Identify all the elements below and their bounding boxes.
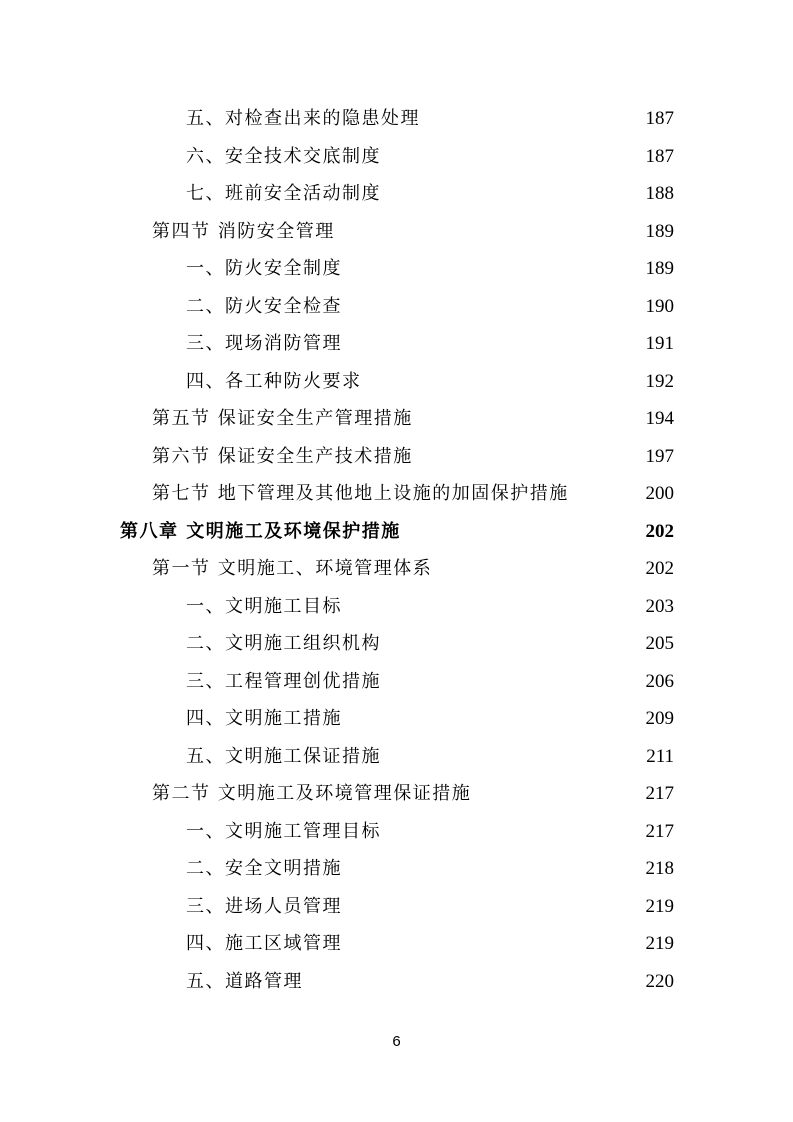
toc-entry-page: 187 [645, 145, 674, 167]
toc-entry-title: 第二节 文明施工及环境管理保证措施 [152, 783, 472, 804]
toc-entry-title: 一、文明施工目标 [186, 595, 342, 617]
toc-entry-page: 194 [645, 408, 674, 429]
toc-entry-title: 三、进场人员管理 [186, 895, 342, 917]
toc-entry-page: 192 [645, 370, 674, 392]
dot-leader [419, 438, 643, 475]
toc-entry-title: 五、文明施工保证措施 [186, 745, 381, 767]
toc-entry[interactable] [186, 363, 674, 400]
dot-leader [426, 100, 643, 137]
toc-entry-page: 190 [645, 295, 674, 317]
toc-entry-title: 四、施工区域管理 [186, 933, 342, 954]
toc-entry[interactable] [186, 888, 674, 925]
dot-leader [387, 813, 643, 850]
toc-entry[interactable] [152, 400, 674, 437]
toc-entry[interactable] [186, 925, 674, 962]
dot-leader [309, 963, 643, 1000]
toc-entry-page: 205 [645, 633, 674, 654]
toc-entry-page: 187 [645, 108, 674, 129]
toc-entry-page: 219 [645, 933, 674, 954]
toc-entry-title: 第八章 文明施工及环境保护措施 [120, 520, 401, 542]
dot-leader [348, 925, 643, 962]
toc-entry-page: 211 [646, 745, 674, 767]
toc-entry-title: 第四节 消防安全管理 [152, 220, 335, 242]
toc-entry-page: 219 [645, 895, 674, 917]
dot-leader [348, 588, 643, 625]
page-number: 6 [392, 1033, 401, 1050]
toc-entry-title: 三、现场消防管理 [186, 333, 342, 354]
toc-entry[interactable] [186, 700, 674, 737]
toc-entry[interactable] [186, 175, 674, 212]
toc-entry-page: 202 [645, 558, 674, 579]
toc-entry-title: 四、文明施工措施 [186, 708, 342, 729]
toc-entry[interactable] [186, 138, 674, 175]
toc-entry-page: 218 [645, 858, 674, 879]
toc-entry-title: 一、文明施工管理目标 [186, 820, 381, 842]
toc-entry-page: 206 [645, 670, 674, 692]
dot-leader [419, 400, 643, 437]
toc-entry[interactable] [152, 475, 674, 512]
toc-entry-page: 203 [645, 595, 674, 617]
dot-leader [341, 213, 643, 250]
dot-leader [387, 625, 643, 662]
toc-entry-page: 189 [645, 258, 674, 279]
toc-entry[interactable] [186, 588, 674, 625]
dot-leader [348, 250, 643, 287]
toc-entry[interactable] [152, 438, 674, 475]
dot-leader [477, 775, 642, 812]
toc-entry[interactable] [186, 963, 674, 1000]
toc-entry-page: 220 [645, 970, 674, 992]
toc-entry-page: 217 [645, 820, 674, 842]
toc-entry[interactable] [186, 250, 674, 287]
toc-entry-title: 第一节 文明施工、环境管理体系 [152, 558, 433, 579]
dot-leader [348, 850, 643, 887]
toc-entry-title: 二、安全文明措施 [186, 858, 342, 879]
toc-entry-page: 197 [645, 445, 674, 467]
toc-entry-page: 217 [645, 783, 674, 804]
toc-entry-title: 第五节 保证安全生产管理措施 [152, 408, 413, 429]
toc-entry-title: 五、道路管理 [186, 970, 303, 992]
toc-entry[interactable] [186, 325, 674, 362]
toc-entry[interactable] [186, 100, 674, 137]
toc-entry-title: 七、班前安全活动制度 [186, 183, 381, 204]
toc-entry[interactable] [186, 813, 674, 850]
toc-entry[interactable] [186, 850, 674, 887]
toc-entry-title: 四、各工种防火要求 [186, 370, 362, 392]
dot-leader [348, 288, 643, 325]
dot-leader [575, 475, 643, 512]
toc-entry-title: 第六节 保证安全生产技术措施 [152, 445, 413, 467]
dot-leader [438, 550, 642, 587]
toc-chapter-entry[interactable] [120, 513, 674, 550]
toc-entry-title: 六、安全技术交底制度 [186, 145, 381, 167]
dot-leader [387, 175, 643, 212]
toc-entry-title: 二、防火安全检查 [186, 295, 342, 317]
toc-entry-title: 第七节 地下管理及其他地上设施的加固保护措施 [152, 483, 569, 504]
toc-entry-title: 三、工程管理创优措施 [186, 670, 381, 692]
toc-entry-page: 200 [645, 483, 674, 504]
toc-entry-page: 189 [645, 220, 674, 242]
toc-entry-page: 209 [645, 708, 674, 729]
dot-leader [387, 138, 643, 175]
dot-leader [368, 363, 643, 400]
toc-entry[interactable] [152, 213, 674, 250]
toc-entry-title: 一、防火安全制度 [186, 258, 342, 279]
dot-leader [348, 888, 643, 925]
toc-entry[interactable] [186, 625, 674, 662]
toc-entry[interactable] [152, 550, 674, 587]
toc-entry[interactable] [152, 775, 674, 812]
dot-leader [348, 325, 643, 362]
toc-entry[interactable] [186, 738, 674, 775]
dot-leader [387, 738, 643, 775]
toc-entry-page: 191 [645, 333, 674, 354]
toc-entry[interactable] [186, 288, 674, 325]
toc-entry-page: 188 [645, 183, 674, 204]
toc-entry[interactable] [186, 663, 674, 700]
toc-entry-title: 五、对检查出来的隐患处理 [186, 108, 420, 129]
dot-leader [407, 513, 643, 550]
toc-entry-title: 二、文明施工组织机构 [186, 633, 381, 654]
toc-entry-page: 202 [645, 520, 674, 542]
dot-leader [348, 700, 643, 737]
dot-leader [387, 663, 643, 700]
